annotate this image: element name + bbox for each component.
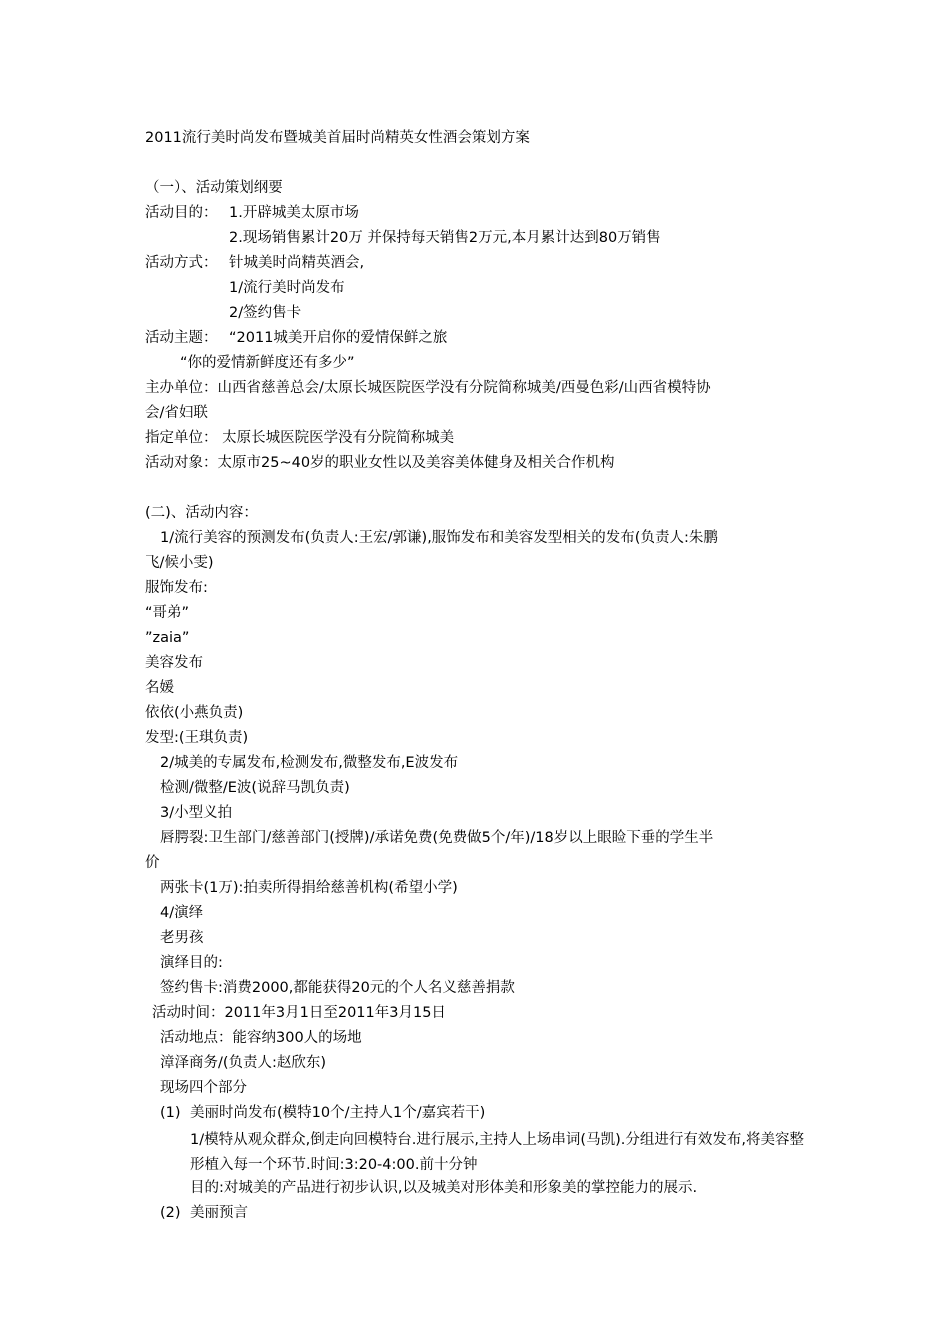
theme-label: 活动主题： bbox=[145, 330, 218, 346]
content-1-line-1: 1/流行美容的预测发布(负责人:王宏/郭谦),服饰发布和美容发型相关的发布(负责人:朱鹏 bbox=[160, 530, 718, 546]
method-item-1: 1/流行美时尚发布 bbox=[229, 280, 345, 296]
brand-mingyuan: 名媛 bbox=[145, 680, 174, 696]
method-item-2: 2/签约售卡 bbox=[229, 305, 302, 321]
beauty-release: 美容发布 bbox=[145, 655, 203, 671]
purpose-item-1: 1.开辟城美太原市场 bbox=[229, 205, 359, 221]
organizer-line-1: 主办单位：山西省慈善总会/太原长城医院医学没有分院简称城美/西曼色彩/山西省模特协 bbox=[145, 380, 711, 396]
four-parts: 现场四个部分 bbox=[160, 1080, 247, 1096]
brand-gedi: “哥弟” bbox=[145, 605, 190, 621]
auction-cards: 两张卡(1万):拍卖所得捐给慈善机构(希望小学) bbox=[160, 880, 458, 896]
part-1-detail: 1/模特从观众群众,倒走向回模特台.进行展示,主持人上场串词(马凯).分组进行有效发布,将美容整形植入每一个环节.时间:3:20-4:00.前十分钟 bbox=[190, 1132, 804, 1173]
content-3: 3/小型义拍 bbox=[160, 805, 233, 821]
fashion-release: 服饰发布: bbox=[145, 580, 208, 596]
brand-zaia: ”zaia” bbox=[145, 630, 190, 646]
zhangze-business: 漳泽商务/(负责人:赵欣东) bbox=[160, 1055, 327, 1071]
section-2-heading: (二)、活动内容： bbox=[145, 505, 258, 521]
theme-line-1: “2011城美开启你的爱情保鲜之旅 bbox=[229, 330, 448, 346]
target-audience: 活动对象：太原市25~40岁的职业女性以及美容美体健身及相关合作机构 bbox=[145, 455, 615, 471]
part-1-title: 美丽时尚发布(模特10个/主持人1个/嘉宾若干) bbox=[190, 1105, 486, 1121]
purpose-item-2: 2.现场销售累计20万 并保持每天销售2万元,本月累计达到80万销售 bbox=[229, 230, 661, 246]
content-2: 2/城美的专属发布,检测发布,微整发布,E波发布 bbox=[160, 755, 459, 771]
theme-line-2: “你的爱情新鲜度还有多少” bbox=[180, 355, 355, 371]
part-1-goal: 目的:对城美的产品进行初步认识,以及城美对形体美和形象美的掌控能力的展示. bbox=[190, 1180, 698, 1196]
organizer-line-2: 会/省妇联 bbox=[145, 405, 208, 421]
document-title: 2011流行美时尚发布暨城美首届时尚精英女性酒会策划方案 bbox=[145, 130, 530, 146]
activity-time: 活动时间：2011年3月1日至2011年3月15日 bbox=[152, 1005, 446, 1021]
method-label: 活动方式： bbox=[145, 255, 218, 271]
content-4: 4/演绎 bbox=[160, 905, 204, 921]
section-1-heading: （一）、活动策划纲要 bbox=[145, 180, 283, 196]
method-main: 针城美时尚精英酒会, bbox=[229, 255, 365, 271]
activity-venue: 活动地点：能容纳300人的场地 bbox=[160, 1030, 362, 1046]
content-1-line-2: 飞/候小雯) bbox=[145, 555, 214, 571]
brand-yiyi: 依依(小燕负责) bbox=[145, 705, 244, 721]
part-2-title: 美丽预言 bbox=[190, 1205, 248, 1221]
old-boy: 老男孩 bbox=[160, 930, 204, 946]
hair-release: 发型:(王琪负责) bbox=[145, 730, 249, 746]
purpose-label: 活动目的： bbox=[145, 205, 218, 221]
content-3-detail-line-2: 价 bbox=[145, 855, 160, 871]
content-2-detail: 检测/微整/E波(说辞马凯负责) bbox=[160, 780, 350, 796]
sign-card: 签约售卡:消费2000,都能获得20元的个人名义慈善捐款 bbox=[160, 980, 515, 996]
performance-goal: 演绎目的: bbox=[160, 955, 223, 971]
part-1-number: (1) bbox=[160, 1105, 181, 1121]
designated-unit: 指定单位： 太原长城医院医学没有分院简称城美 bbox=[145, 430, 455, 446]
part-2-number: (2) bbox=[160, 1205, 181, 1221]
content-3-detail-line-1: 唇腭裂:卫生部门/慈善部门(授牌)/承诺免费(免费做5个/年)/18岁以上眼睑下垂的学生半 bbox=[160, 830, 714, 846]
